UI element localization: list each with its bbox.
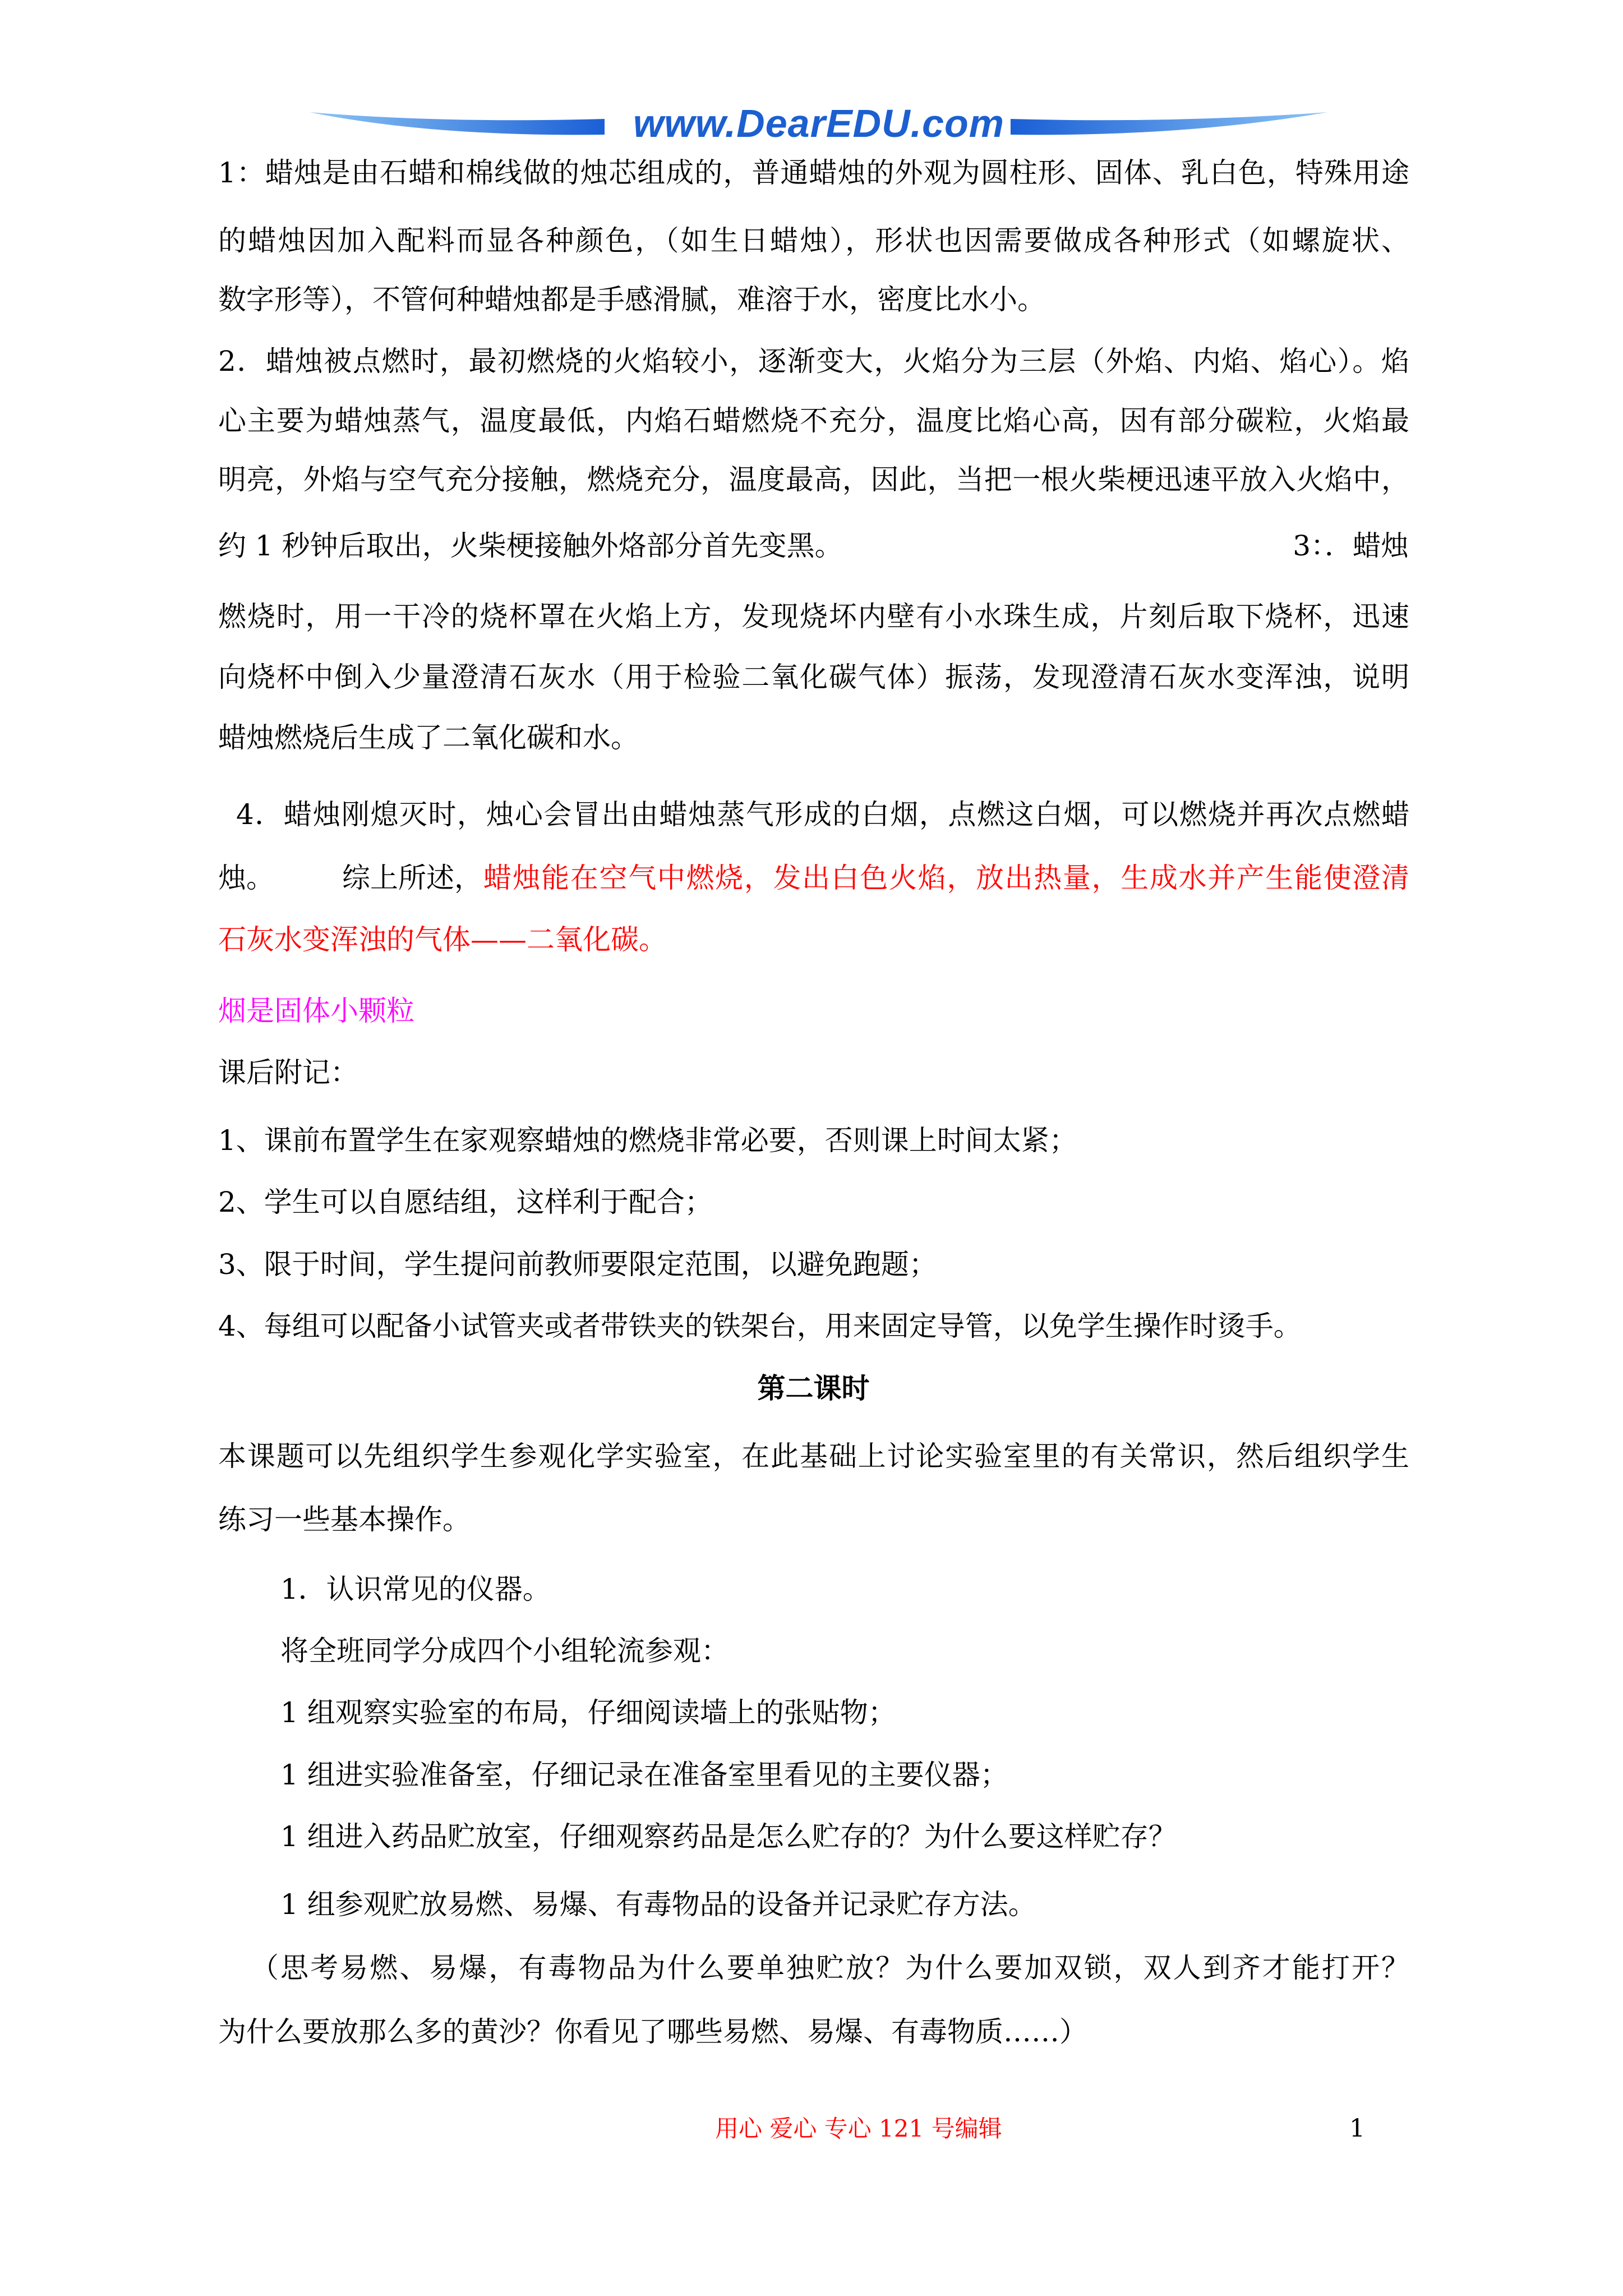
item2-line: 心主要为蜡烛蒸气，温度最低，内焰石蜡燃烧不充分，温度比焰心高，因有部分碳粒，火焰最 bbox=[218, 404, 1409, 437]
item1-line: 的蜡烛因加入配料而显各种颜色，（如生日蜡烛），形状也因需要做成各种形式（如螺旋状、 bbox=[218, 224, 1409, 257]
group-line: 1 组观察实验室的布局，仔细阅读墙上的张贴物； bbox=[280, 1696, 896, 1729]
group-line: 1 组进实验准备室，仔细记录在准备室里看见的主要仪器； bbox=[280, 1759, 1008, 1791]
lesson2-intro-line: 练习一些基本操作。 bbox=[218, 1503, 471, 1536]
group-line: 1 组参观贮放易燃、易爆、有毒物品的设备并记录贮存方法。 bbox=[280, 1888, 1036, 1921]
logo-swoosh-right bbox=[1011, 112, 1328, 135]
item4-summary-line bbox=[218, 858, 1409, 898]
afterword-item: 1、课前布置学生在家观察蜡烛的燃烧非常必要，否则课上时间太紧； bbox=[218, 1124, 1077, 1157]
summary-highlight: 蜡烛能在空气中燃烧，发出白色火焰，放出热量，生成水并产生能使澄清 bbox=[483, 862, 1409, 894]
summary-highlight: 石灰水变浑浊的气体——二氧化碳。 bbox=[218, 923, 667, 956]
item4-line: 4．蜡烛刚熄灭时，烛心会冒出由蜡烛蒸气形成的白烟，点燃这白烟，可以燃烧并再次点燃蜡 bbox=[236, 798, 1409, 831]
item2-line: 约 1 秒钟后取出，火柴梗接触外烙部分首先变黑。 bbox=[218, 530, 843, 562]
step1-text: 1．认识常见的仪器。 bbox=[280, 1573, 551, 1605]
afterword-item: 4、每组可以配备小试管夹或者带铁夹的铁架台，用来固定导管，以免学生操作时烫手。 bbox=[218, 1310, 1302, 1342]
grouping-text: 将全班同学分成四个小组轮流参观： bbox=[280, 1635, 729, 1667]
item2-line: 明亮，外焰与空气充分接触，燃烧充分，温度最高，因此，当把一根火柴梗迅速平放入火焰中， bbox=[218, 463, 1409, 496]
think-line: （思考易燃、易爆，有毒物品为什么要单独贮放？为什么要加双锁，双人到齐才能打开？ bbox=[251, 1952, 1409, 1984]
afterword-title: 课后附记： bbox=[218, 1056, 358, 1089]
item1-line: 1：蜡烛是由石蜡和棉线做的烛芯组成的，普通蜡烛的外观为圆柱形、固体、乳白色，特殊用途 bbox=[218, 157, 1409, 189]
item1-line: 数字形等），不管何种蜡烛都是手感滑腻，难溶于水，密度比水小。 bbox=[218, 283, 1045, 316]
afterword-item: 2、学生可以自愿结组，这样利于配合； bbox=[218, 1186, 713, 1218]
item2-item3-line bbox=[218, 526, 1409, 565]
logo-swoosh-left bbox=[310, 112, 605, 135]
lesson2-intro-line: 本课题可以先组织学生参观化学实验室，在此基础上讨论实验室里的有关常识，然后组织学生 bbox=[218, 1440, 1409, 1473]
page-number: 1 bbox=[1349, 2114, 1365, 2143]
smoke-note: 烟是固体小颗粒 bbox=[218, 995, 414, 1027]
item4-line: 烛。 bbox=[218, 862, 274, 894]
header-logo bbox=[303, 95, 1335, 157]
item3-line: 3：．蜡烛 bbox=[1293, 530, 1409, 562]
footer-slogan: 用心 爱心 专心 121 号编辑 bbox=[715, 2115, 1002, 2142]
lesson2-heading: 第二课时 bbox=[757, 1372, 870, 1405]
logo-text: www.DearEDU.com bbox=[633, 102, 1005, 145]
afterword-item: 3、限于时间，学生提问前教师要限定范围，以避免跑题； bbox=[218, 1248, 937, 1281]
think-line: 为什么要放那么多的黄沙？你看见了哪些易燃、易爆、有毒物质……） bbox=[218, 2016, 1087, 2048]
item2-line: 2．蜡烛被点燃时，最初燃烧的火焰较小，逐渐变大，火焰分为三层（外焰、内焰、焰心）。焰 bbox=[218, 345, 1409, 378]
item3-line: 燃烧时，用一干冷的烧杯罩在火焰上方，发现烧坏内壁有小水珠生成，片刻后取下烧杯，迅速 bbox=[218, 600, 1409, 633]
item3-line: 向烧杯中倒入少量澄清石灰水（用于检验二氧化碳气体）振荡，发现澄清石灰水变浑浊，说明 bbox=[218, 661, 1409, 693]
summary-lead: 综上所述， bbox=[342, 862, 482, 894]
item3-line: 蜡烛燃烧后生成了二氧化碳和水。 bbox=[218, 721, 639, 754]
group-line: 1 组进入药品贮放室，仔细观察药品是怎么贮存的？为什么要这样贮存？ bbox=[280, 1820, 1177, 1853]
